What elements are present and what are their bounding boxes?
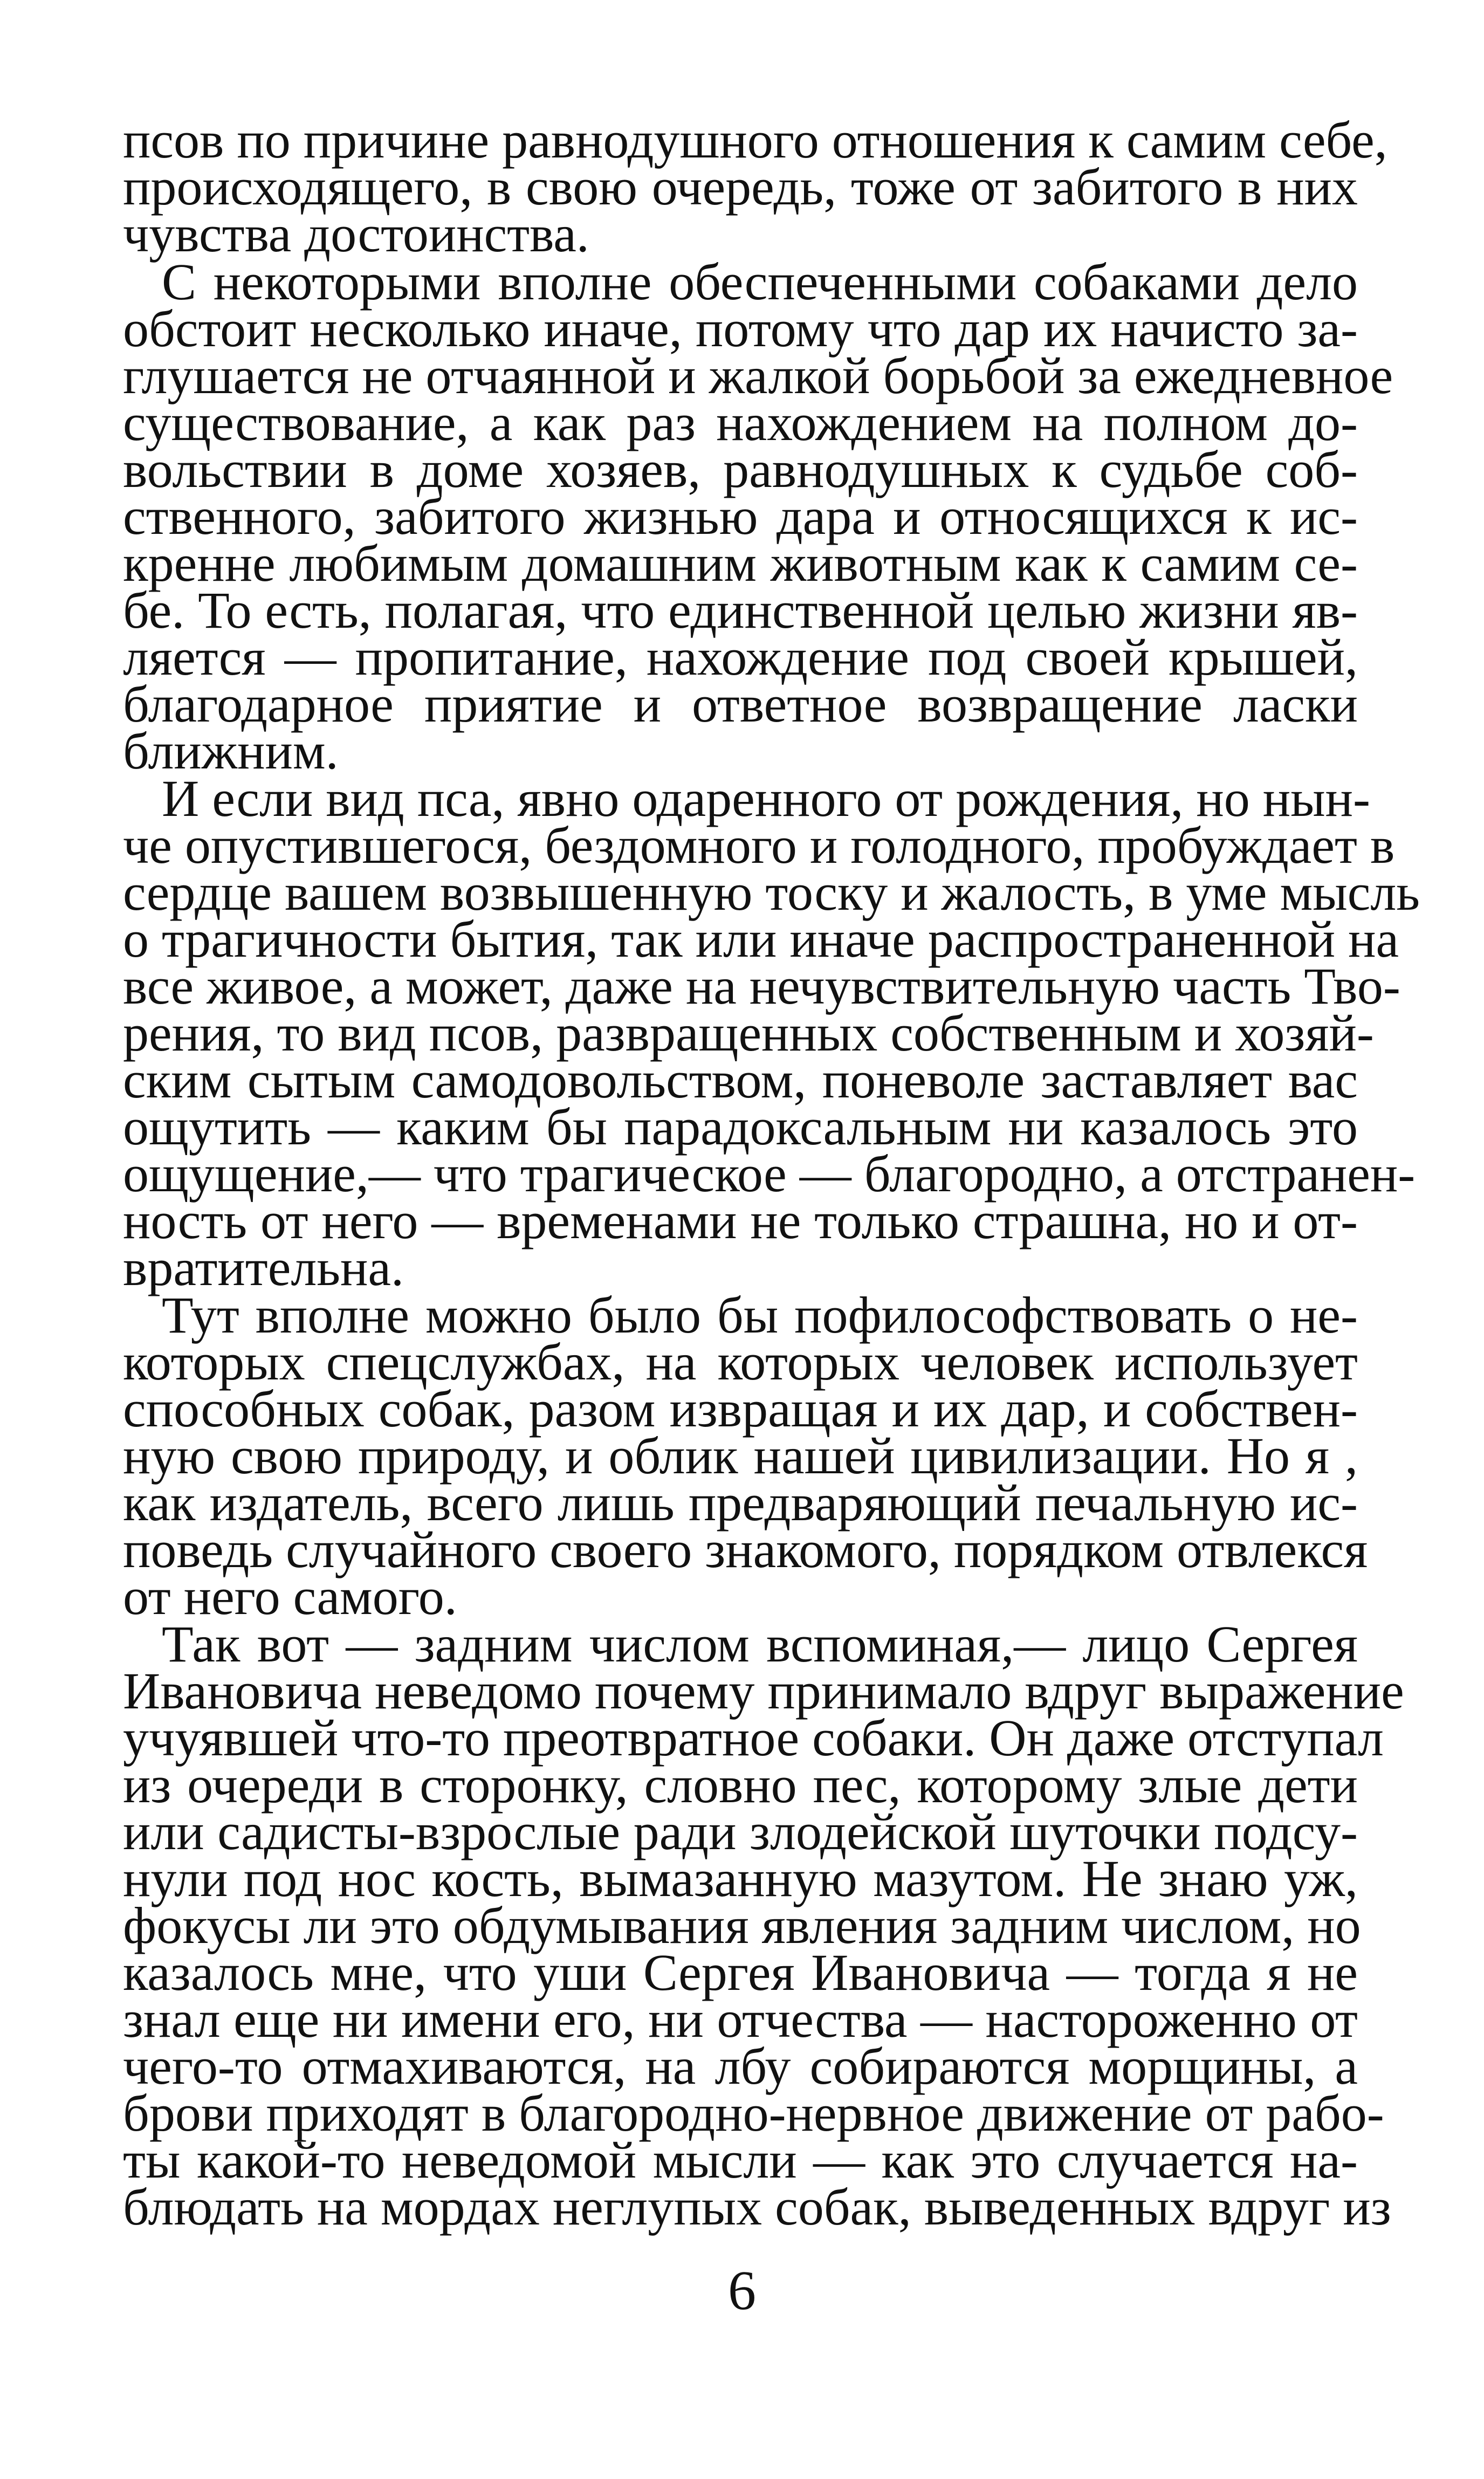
text-line: благодарное приятие и ответное возвращение ласки (123, 675, 1358, 733)
text-line: как издатель, всего лишь предваряющий печальную ис- (123, 1474, 1358, 1532)
text-line: ность от него — временами не только страшна, но и от- (123, 1192, 1358, 1249)
text-line: поведь случайного своего знакомого, порядком отвлекся (123, 1521, 1368, 1578)
text-line: ную свою природу, и облик нашей цивилизации. Но я , (123, 1427, 1358, 1485)
text-line: о трагичности бытия, так или иначе распространенной на (123, 910, 1399, 968)
text-line: казалось мне, что уши Сергея Ивановича — тогда я не (123, 1944, 1358, 2001)
text-line: блюдать на мордах неглупых собак, выведенных вдруг из (123, 2178, 1391, 2236)
text-line: кренне любимым домашним животным как к самим се- (123, 534, 1358, 592)
text-line: ляется — пропитание, нахождение под своей крышей, (123, 628, 1358, 686)
text-line: Тут вполне можно было бы пофилософствовать о не- (162, 1286, 1358, 1344)
text-line: все живое, а может, даже на нечувствительную часть Тво- (123, 957, 1400, 1015)
text-line: ты какой-то неведомой мысли — как это случается на- (123, 2131, 1358, 2189)
page-number: 6 (728, 2260, 756, 2322)
text-line: из очереди в сторонку, словно пес, которому злые дети (123, 1756, 1358, 1814)
text-line: ощущение,— что трагическое — благородно, а отстранен- (123, 1145, 1416, 1203)
text-line: сердце вашем возвышенную тоску и жалость, в уме мысль (123, 863, 1420, 921)
text-line: Ивановича неведомо почему принимало вдруг выражение (123, 1662, 1404, 1720)
text-line: псов по причине равнодушного отношения к самим себе, (123, 111, 1387, 169)
text-line: рения, то вид псов, развращенных собственным и хозяй- (123, 1004, 1374, 1062)
text-line: фокусы ли это обдумывания явления задним числом, но (123, 1897, 1361, 1954)
text-line: от него самого. (123, 1568, 457, 1625)
text-line: вольствии в доме хозяев, равнодушных к судьбе соб- (123, 441, 1358, 498)
text-line: учуявшей что-то преотвратное собаки. Он даже отступал (123, 1709, 1384, 1767)
text-line: чувства достоинства. (123, 205, 589, 263)
text-line: способных собак, разом извращая и их дар, и собствен- (123, 1380, 1358, 1438)
text-line: глушается не отчаянной и жалкой борьбой за ежедневное (123, 347, 1393, 404)
text-line: существование, а как раз нахождением на полном до- (123, 394, 1358, 451)
text-line: которых спецслужбах, на которых человек использует (123, 1333, 1358, 1391)
text-line: ственного, забитого жизнью дара и относящихся к ис- (123, 487, 1358, 545)
text-line: брови приходят в благородно-нервное движение от рабо- (123, 2084, 1384, 2142)
text-line: нули под нос кость, вымазанную мазутом. Не знаю уж, (123, 1850, 1358, 1907)
text-line: ближним. (123, 722, 339, 780)
text-line: С некоторыми вполне обеспеченными собаками дело (162, 253, 1358, 311)
text-line: происходящего, в свою очередь, тоже от забитого в них (123, 158, 1358, 216)
text-line: вратительна. (123, 1239, 404, 1296)
text-line: бе. То есть, полагая, что единственной целью жизни яв- (123, 581, 1358, 639)
text-line: или садисты-взрослые ради злодейской шуточки подсу- (123, 1803, 1358, 1860)
text-line: чего-то отмахиваются, на лбу собираются морщины, а (123, 2037, 1358, 2095)
text-line: ощутить — каким бы парадоксальным ни казалось это (123, 1098, 1358, 1156)
text-line: знал еще ни имени его, ни отчества — настороженно от (123, 1990, 1358, 2048)
text-line: Так вот — задним числом вспоминая,— лицо Сергея (162, 1615, 1358, 1673)
text-line: ским сытым самодовольством, поневоле заставляет вас (123, 1051, 1358, 1109)
text-line: И если вид пса, явно одаренного от рождения, но нын- (162, 770, 1370, 827)
text-line: обстоит несколько иначе, потому что дар их начисто за- (123, 300, 1358, 358)
text-line: че опустившегося, бездомного и голодного, пробуждает в (123, 816, 1395, 874)
